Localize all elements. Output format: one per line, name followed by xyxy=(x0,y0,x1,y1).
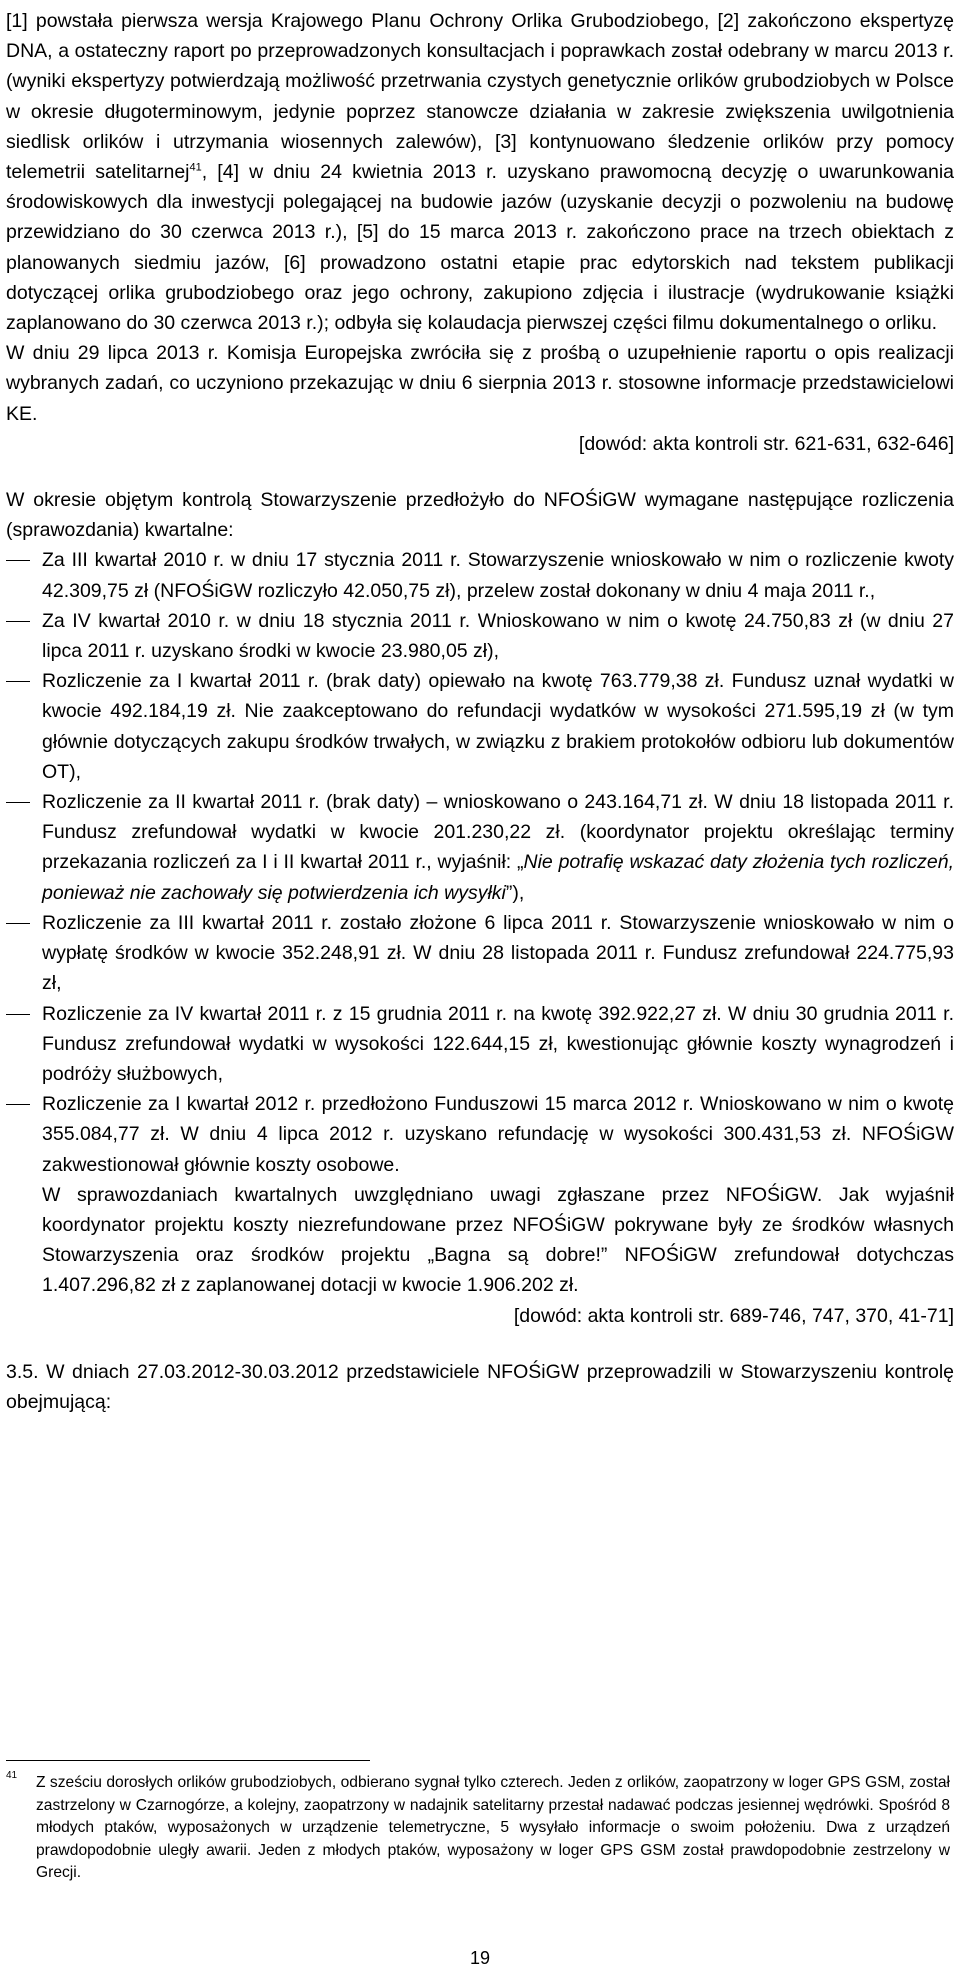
list-item: Rozliczenie za I kwartał 2012 r. przedłożono Funduszowi 15 marca 2012 r. Wnioskowano w nim o kwotę 355.084,77 zł. W dniu 4 lipca 2012 r. uzyskano refundację w wysokości 300.431,53 zł. NFOŚiGW zakwestionował głównie koszty osobowe. xyxy=(6,1089,954,1180)
list-item: Rozliczenie za II kwartał 2011 r. (brak daty) – wnioskowano o 243.164,71 zł. W dniu 18 listopada 2011 r. Fundusz zrefundował wydatki w kwocie 201.230,22 zł. (koordynator projektu określając terminy przekazania rozliczeń za I i II kwartał 2011 r., wyjaśnił: „Nie potrafię wskazać daty złożenia tych rozliczeń, ponieważ nie zachowały się potwierdzenia ich wysyłki”), xyxy=(6,787,954,908)
evidence-reference-2: [dowód: akta kontroli str. 689-746, 747, 370, 41-71] xyxy=(513,1304,954,1327)
paragraph-actions xyxy=(6,6,954,338)
page-number: 19 xyxy=(469,1948,491,1968)
settlements-list xyxy=(6,545,954,1179)
list-item: Za III kwartał 2010 r. w dniu 17 stycznia 2011 r. Stowarzyszenie wnioskowało w nim o rozliczenie kwoty 42.309,75 zł (NFOŚiGW rozliczyło 42.050,75 zł), przelew został dokonany w dniu 4 maja 2011 r., xyxy=(6,545,954,605)
paragraph-gap xyxy=(6,1331,954,1357)
paragraph-quarterly-settlements: W okresie objętym kontrolą Stowarzyszenie przedłożyło do NFOŚiGW wymagane następujące rozliczenia (sprawozdania) kwartalne: xyxy=(6,489,954,542)
footnote-text: Z sześciu dorosłych orlików grubodziobych, odbierano sygnał tylko czterech. Jeden z orlików, zaopatrzony w loger GPS GSM, został zastrzelony w Czarnogórze, a kolejny, zaopatrzony w nadajnik satelitarny przestał nadawać podczas jesiennej wędrówki. Spośród 8 młodych ptaków, wyposażonych w urządzenie telemetryczne, 5 wysyłało informacje o swoim położeniu. Dwa z urządzeń prawdopodobnie uległy awarii. Jeden z młodych ptaków, wyposażony w loger GPS GSM został prawdopodobnie zestrzelony w Grecji. xyxy=(36,1774,950,1882)
dash-bullet-icon xyxy=(6,1014,30,1015)
list-item: Rozliczenie za IV kwartał 2011 r. z 15 grudnia 2011 r. na kwotę 392.922,27 zł. W dniu 30 grudnia 2011 r. Fundusz zrefundował wydatki w wysokości 122.644,15 zł, kwestionując głównie koszty wynagrodzeń i podróży służbowych, xyxy=(6,999,954,1090)
dash-bullet-icon xyxy=(6,1104,30,1105)
paragraph-commission-request: W dniu 29 lipca 2013 r. Komisja Europejska zwróciła się z prośbą o uzupełnienie raportu o opis realizacji wybranych zadań, co uczyniono przekazując w dniu 6 sierpnia 2013 r. stosowne informacje przedstawicielowi KE. xyxy=(6,342,954,425)
evidence-reference-1: [dowód: akta kontroli str. 621-631, 632-646] xyxy=(578,432,954,455)
paragraph-section-3-5: 3.5. W dniach 27.03.2012-30.03.2012 przedstawiciele NFOŚiGW przeprowadzili w Stowarzyszeniu kontrolę obejmującą: xyxy=(6,1360,954,1413)
list-item: Rozliczenie za I kwartał 2011 r. (brak daty) opiewało na kwotę 763.779,38 zł. Fundusz uznał wydatki w kwocie 492.184,19 zł. Nie zaakceptowano do refundacji wydatków w wysokości 271.595,19 zł (w tym głównie dotyczących zakupu środków trwałych, w związku z brakiem protokołów odbioru lub dokumentów OT), xyxy=(6,666,954,787)
dash-bullet-icon xyxy=(6,621,30,622)
footnote-reference-41[interactable]: 41 xyxy=(189,161,202,174)
dash-bullet-icon xyxy=(6,923,30,924)
footnote-41: 41 Z sześciu dorosłych orlików grubodziobych, odbierano sygnał tylko czterech. Jeden z orlików, zaopatrzony w loger GPS GSM, został zastrzelony w Czarnogórze, a kolejny, zaopatrzony w nadajnik satelitarny przestał nadawać podczas jesiennej wędrówki. Spośród 8 młodych ptaków, wyposażonych w urządzenie telemetryczne, 5 wysyłało informacje o swoim położeniu. Dwa z urządzeń prawdopodobnie uległy awarii. Jeden z młodych ptaków, wyposażony w loger GPS GSM został prawdopodobnie zestrzelony w Grecji. xyxy=(6,1772,950,1885)
list-item: Za IV kwartał 2010 r. w dniu 18 stycznia 2011 r. Wnioskowano w nim o kwotę 24.750,83 zł (w dniu 27 lipca 2011 r. uzyskano środki w kwocie 23.980,05 zł), xyxy=(6,606,954,666)
main-text xyxy=(6,6,954,1417)
footnote-separator xyxy=(6,1760,370,1761)
paragraph-gap xyxy=(6,459,954,485)
list-item: Rozliczenie za III kwartał 2011 r. zostało złożone 6 lipca 2011 r. Stowarzyszenie wnioskowało w nim o wypłatę środków w kwocie 352.248,91 zł. W dniu 28 listopada 2011 r. Fundusz zrefundował 224.775,93 zł, xyxy=(6,908,954,999)
paragraph-actions-text: [1] powstała pierwsza wersja Krajowego Planu Ochrony Orlika Grubodziobego, [2] zakończono ekspertyzę DNA, a ostateczny raport po przeprowadzonych konsultacjach i poprawkach został odebrany w marcu 2013 r. (wyniki ekspertyzy potwierdzają możliwość przetrwania czystych genetycznie orlików grubodziobych w Polsce w okresie długoterminowym, jedynie poprzez stanowcze działania w zakresie zwiększenia uwilgotnienia siedlisk orlików i utrzymania wiosennych zalewów), [3] kontynuowano śledzenie orlików przy pomocy telemetrii satelitarnej xyxy=(6,10,954,184)
dash-bullet-icon xyxy=(6,802,30,803)
paragraph-reports-remarks: W sprawozdaniach kwartalnych uwzględniano uwagi zgłaszane przez NFOŚiGW. Jak wyjaśnił koordynator projektu koszty niezrefundowane przez NFOŚiGW pokrywane były ze środków własnych Stowarzyszenia oraz środków projektu „Bagna są dobre!” NFOŚiGW zrefundował dotychczas 1.407.296,82 zł z zaplanowanej dotacji w kwocie 1.906.202 zł. xyxy=(42,1183,954,1297)
coordinator-quote: Nie potrafię wskazać daty złożenia tych rozliczeń, ponieważ nie zachowały się potwierdzenia ich wysyłki xyxy=(42,851,954,904)
paragraph-actions-continuation: , [4] w dniu 24 kwietnia 2013 r. uzyskano prawomocną decyzję o uwarunkowania środowiskowych dla inwestycji polegającej na budowie jazów (uzyskanie decyzji o pozwoleniu na budowę przewidziano do 30 czerwca 2013 r.), [5] do 15 marca 2013 r. zakończono prace na trzech obiektach z planowanych siedmiu jazów, [6] prowadzono ostatni etapie prac edytorskich nad tekstem publikacji dotyczącej orlika grubodziobego oraz jego ochrony, zakupiono zdjęcia i ilustracje (wydrukowanie książki zaplanowano do 30 czerwca 2013 r.); odbyła się kolaudacja pierwszej części filmu dokumentalnego o orliku. xyxy=(6,161,955,335)
dash-bullet-icon xyxy=(6,681,30,682)
dash-bullet-icon xyxy=(6,560,30,561)
